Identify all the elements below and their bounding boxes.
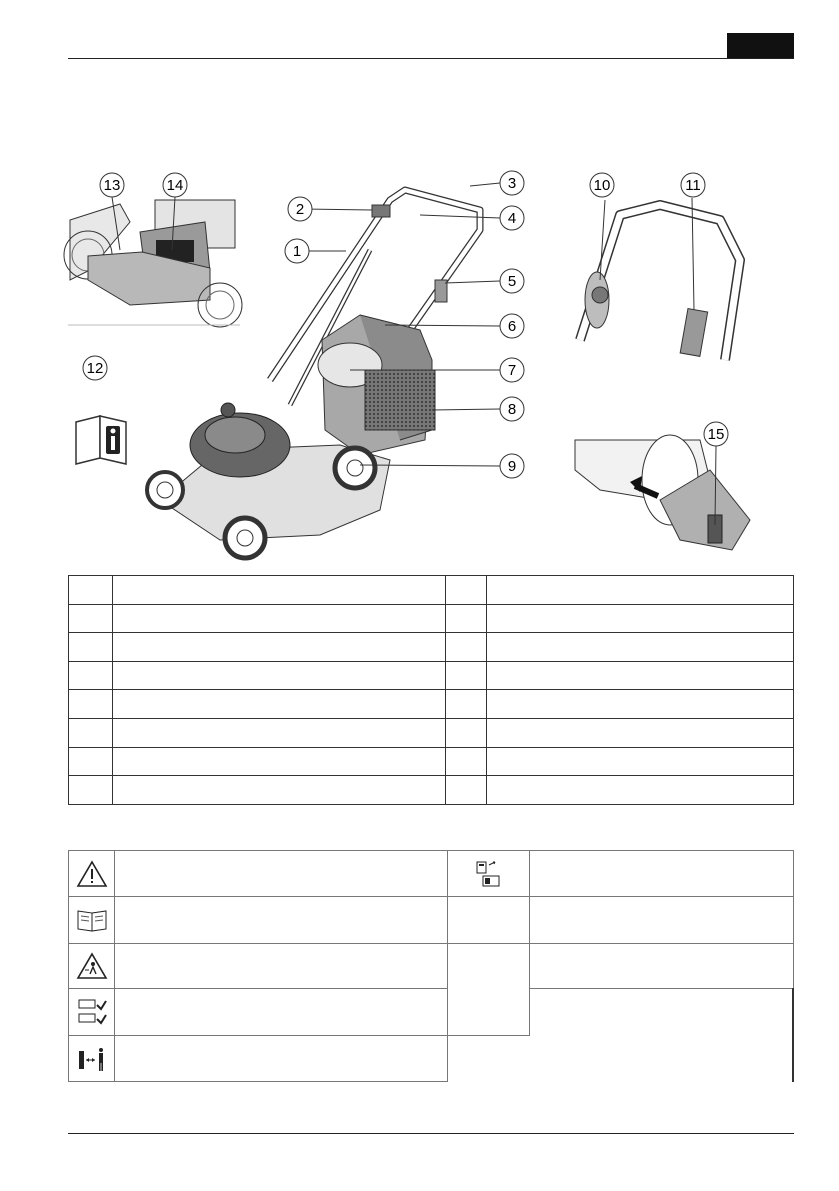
svg-text:6: 6 (507, 318, 517, 335)
handle-inset (580, 198, 740, 360)
svg-text:2: 2 (295, 201, 305, 218)
symbol-text (121, 851, 441, 896)
part-number-cell (446, 718, 487, 747)
part-number-cell (69, 633, 113, 662)
callout-2 (288, 197, 312, 221)
symbol-text (536, 944, 787, 988)
part-number-cell (446, 604, 487, 633)
symbol-row-right-1 (447, 850, 794, 897)
product-overview-figure (60, 160, 800, 570)
callout-3 (500, 171, 524, 195)
part-number-cell (69, 661, 113, 690)
callout-12 (83, 356, 107, 380)
symbol-text (121, 1036, 441, 1081)
read-manual-book-icon (76, 416, 126, 464)
callout-4 (500, 206, 524, 230)
callout-1 (285, 239, 309, 263)
symbol-row-left-3 (68, 943, 448, 989)
symbol-text (121, 944, 441, 988)
symbol-row-right-2 (447, 896, 794, 944)
wheel-front-left (225, 518, 265, 558)
svg-text:1: 1 (292, 243, 302, 260)
svg-text:11: 11 (685, 177, 701, 194)
svg-text:8: 8 (507, 401, 517, 418)
part-description-cell (113, 690, 446, 719)
symbol-text (536, 897, 787, 943)
symbol-row-left-4 (68, 988, 448, 1036)
part-number-cell (446, 576, 487, 605)
wheel-rear-right (335, 448, 375, 488)
header-tab (727, 33, 794, 58)
part-description-cell (487, 718, 794, 747)
part-description-cell (113, 776, 446, 805)
table-row (69, 576, 794, 605)
callout-9 (500, 454, 524, 478)
part-description-cell (113, 604, 446, 633)
wheel-rear (147, 472, 183, 508)
header-rule (68, 58, 794, 59)
table-row (69, 747, 794, 776)
symbol-empty-cell (447, 988, 530, 1036)
part-description-cell (487, 604, 794, 633)
checklist-icon (69, 989, 115, 1035)
callout-13 (100, 173, 124, 197)
part-description-cell (113, 633, 446, 662)
table-row (69, 690, 794, 719)
part-description-cell (487, 633, 794, 662)
part-description-cell (487, 661, 794, 690)
read-manual-icon (69, 897, 115, 943)
table-row (69, 604, 794, 633)
symbol-right-edge (792, 988, 794, 1082)
warning-triangle-icon (69, 851, 115, 896)
symbol-row-left-2 (68, 896, 448, 944)
keep-distance-icon (69, 1036, 115, 1081)
part-description-cell (113, 576, 446, 605)
part-number-cell (446, 690, 487, 719)
svg-text:5: 5 (507, 273, 517, 290)
part-description-cell (487, 747, 794, 776)
callout-14 (163, 173, 187, 197)
part-description-cell (113, 661, 446, 690)
part-description-cell (487, 776, 794, 805)
symbol-row-left-1 (68, 850, 448, 897)
callout-5 (500, 269, 524, 293)
footer-rule (68, 1133, 794, 1134)
part-number-cell (69, 690, 113, 719)
disposal-icon (448, 851, 530, 896)
table-row (69, 633, 794, 662)
callout-6 (500, 314, 524, 338)
part-description-cell (487, 690, 794, 719)
callout-10 (590, 173, 614, 197)
part-description-cell (487, 576, 794, 605)
callout-7 (500, 358, 524, 382)
part-number-cell (69, 576, 113, 605)
part-number-cell (446, 747, 487, 776)
svg-text:14: 14 (166, 177, 184, 194)
callout-15 (704, 422, 728, 446)
part-number-cell (69, 776, 113, 805)
part-number-cell (69, 747, 113, 776)
part-description-cell (113, 747, 446, 776)
svg-text:10: 10 (593, 177, 611, 194)
part-number-cell (446, 776, 487, 805)
svg-text:15: 15 (707, 426, 725, 443)
symbol-text (121, 897, 441, 943)
svg-text:13: 13 (103, 177, 121, 194)
table-row (69, 718, 794, 747)
symbol-text (121, 989, 441, 1035)
svg-text:12: 12 (86, 360, 104, 377)
symbol-row-right-3 (447, 943, 794, 989)
projectile-hazard-icon (69, 944, 115, 988)
symbol-row-left-5 (68, 1035, 448, 1082)
part-number-cell (69, 604, 113, 633)
part-number-cell (69, 718, 113, 747)
parts-table (68, 575, 794, 805)
svg-text:4: 4 (507, 210, 517, 227)
symbol-icon-cell (448, 944, 530, 988)
symbol-text (536, 851, 787, 896)
callout-8 (500, 397, 524, 421)
table-row (69, 776, 794, 805)
svg-text:9: 9 (507, 458, 517, 475)
mulch-insert-inset (572, 435, 750, 552)
symbol-icon-cell (448, 897, 530, 943)
svg-text:3: 3 (507, 175, 517, 192)
part-number-cell (446, 633, 487, 662)
callout-11 (681, 173, 705, 197)
svg-text:7: 7 (507, 362, 517, 379)
part-description-cell (113, 718, 446, 747)
grass-catcher-inset (64, 200, 242, 327)
part-number-cell (446, 661, 487, 690)
table-row (69, 661, 794, 690)
